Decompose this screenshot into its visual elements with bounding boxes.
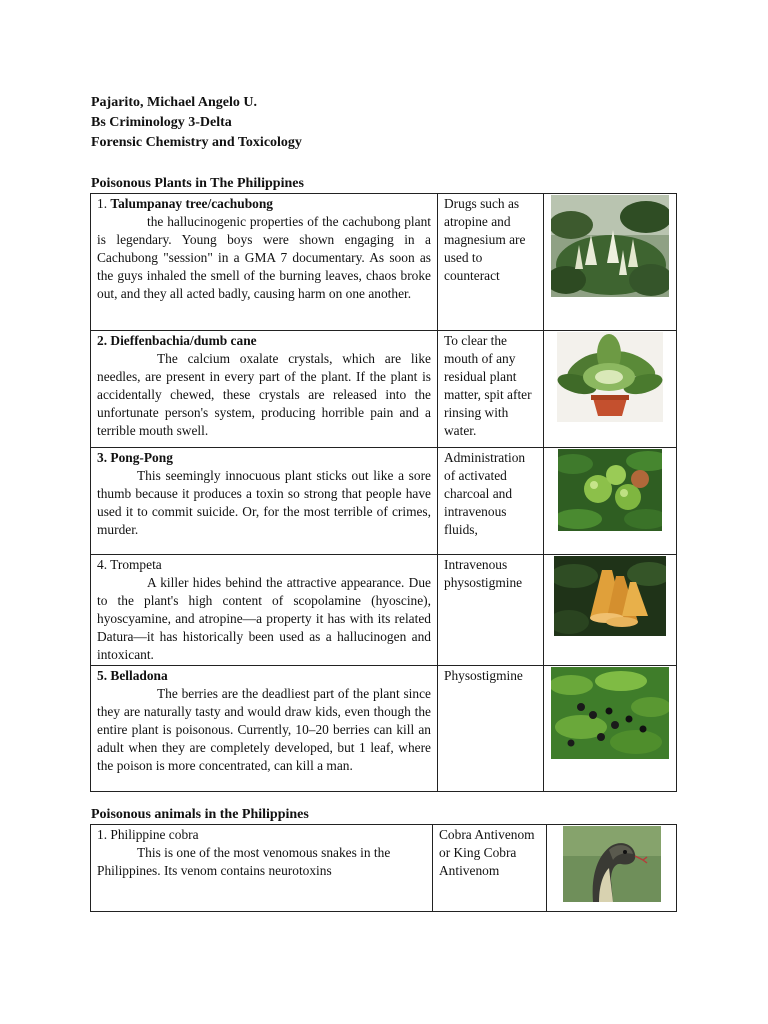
plant-description: The calcium oxalate crystals, which are like needles, are present in every part of the plant. If the plant is accidentally chewed, these crystals are released into the unfortunate person's system, producing horrible pain and a terrible mouth swell. xyxy=(97,351,431,438)
animal-name: Philippine cobra xyxy=(110,827,199,842)
animal-photo-cell xyxy=(547,825,677,912)
belladona-photo xyxy=(551,667,669,759)
animal-name-line xyxy=(97,826,426,844)
plant-number: 1. xyxy=(97,196,108,211)
plants-section-title: Poisonous Plants in The Philippines xyxy=(91,176,304,191)
plant-name: Pong-Pong xyxy=(110,450,173,465)
animal-description: This is one of the most venomous snakes in the Philippines. Its venom contains neurotoxins xyxy=(97,845,391,878)
plant-description-cell xyxy=(91,194,438,331)
plant-treatment: To clear the mouth of any residual plant matter, spit after rinsing with water. xyxy=(438,331,544,448)
plant-description: This seemingly innocuous plant sticks out like a sore thumb because it produces a toxin so strong that people have used it to commit suicide. Or, for the most terrible of crimes, murder. xyxy=(97,468,431,537)
animal-description-cell xyxy=(91,825,433,912)
table-row xyxy=(91,448,677,555)
plants-table xyxy=(90,193,677,792)
plant-description: the hallucinogenic properties of the cachubong plant is legendary. Young boys were shown engaging in a Cachubong "session" in a GMA 7 documentary. As soon as the guys inhaled the smell of the burning leaves, chaos broke out, and they all acted badly, causing harm on one another. xyxy=(97,214,431,301)
table-row xyxy=(91,555,677,666)
plant-name: Trompeta xyxy=(110,557,162,572)
subject-title: Forensic Chemistry and Toxicology xyxy=(91,135,302,150)
dieffenbachia-photo xyxy=(557,332,663,422)
table-row xyxy=(91,825,677,912)
table-row xyxy=(91,666,677,792)
student-course: Bs Criminology 3-Delta xyxy=(91,115,232,130)
plant-treatment: Administration of activated charcoal and intravenous fluids, xyxy=(438,448,544,555)
animal-treatment: Cobra Antivenom or King Cobra Antivenom xyxy=(433,825,547,912)
student-name: Pajarito, Michael Angelo U. xyxy=(91,95,258,110)
animals-section-title: Poisonous animals in the Philippines xyxy=(91,807,309,822)
plant-photo-cell xyxy=(544,555,677,666)
plant-number: 4. xyxy=(97,557,108,572)
plant-name-line xyxy=(97,332,431,350)
plant-treatment: Intravenous physostigmine xyxy=(438,555,544,666)
plant-description-cell xyxy=(91,331,438,448)
plant-photo-cell xyxy=(544,666,677,792)
plant-name: Talumpanay tree/cachubong xyxy=(110,196,273,211)
plant-photo-cell xyxy=(544,331,677,448)
plant-description-cell xyxy=(91,666,438,792)
plant-name-line xyxy=(97,667,431,685)
trompeta-photo xyxy=(554,556,666,636)
table-row xyxy=(91,194,677,331)
plant-description: A killer hides behind the attractive appearance. Due to the plant's high content of scopolamine (hyoscine), hyoscyamine, and atropine—a property it has with its related Datura—it has historically been used as a hallucinogen and intoxicant. xyxy=(97,575,431,662)
plant-name-line xyxy=(97,195,431,213)
plant-name-line xyxy=(97,449,431,467)
plant-description-cell xyxy=(91,448,438,555)
plant-treatment: Drugs such as atropine and magnesium are used to counteract xyxy=(438,194,544,331)
cobra-photo xyxy=(563,826,661,902)
plant-description: The berries are the deadliest part of the plant since they are naturally tasty and would draw kids, even though the entire plant is poisonous. Currently, 10–20 berries can kill an adult when they are completely developed, but 1 leaf, where the poison is more concentrated, can kill a man. xyxy=(97,686,431,773)
table-row xyxy=(91,331,677,448)
talumpanay-photo xyxy=(551,195,669,297)
pong-pong-photo xyxy=(558,449,662,531)
plant-number: 2. xyxy=(97,333,108,348)
plant-name-line xyxy=(97,556,431,574)
plant-number: 5. xyxy=(97,668,108,683)
plant-treatment: Physostigmine xyxy=(438,666,544,792)
animal-number: 1. xyxy=(97,827,108,842)
plant-name: Belladona xyxy=(110,668,168,683)
plant-name: Dieffenbachia/dumb cane xyxy=(110,333,257,348)
plant-photo-cell xyxy=(544,194,677,331)
plant-number: 3. xyxy=(97,450,108,465)
document-header xyxy=(91,93,302,153)
plant-description-cell xyxy=(91,555,438,666)
plant-photo-cell xyxy=(544,448,677,555)
animals-table xyxy=(90,824,677,912)
